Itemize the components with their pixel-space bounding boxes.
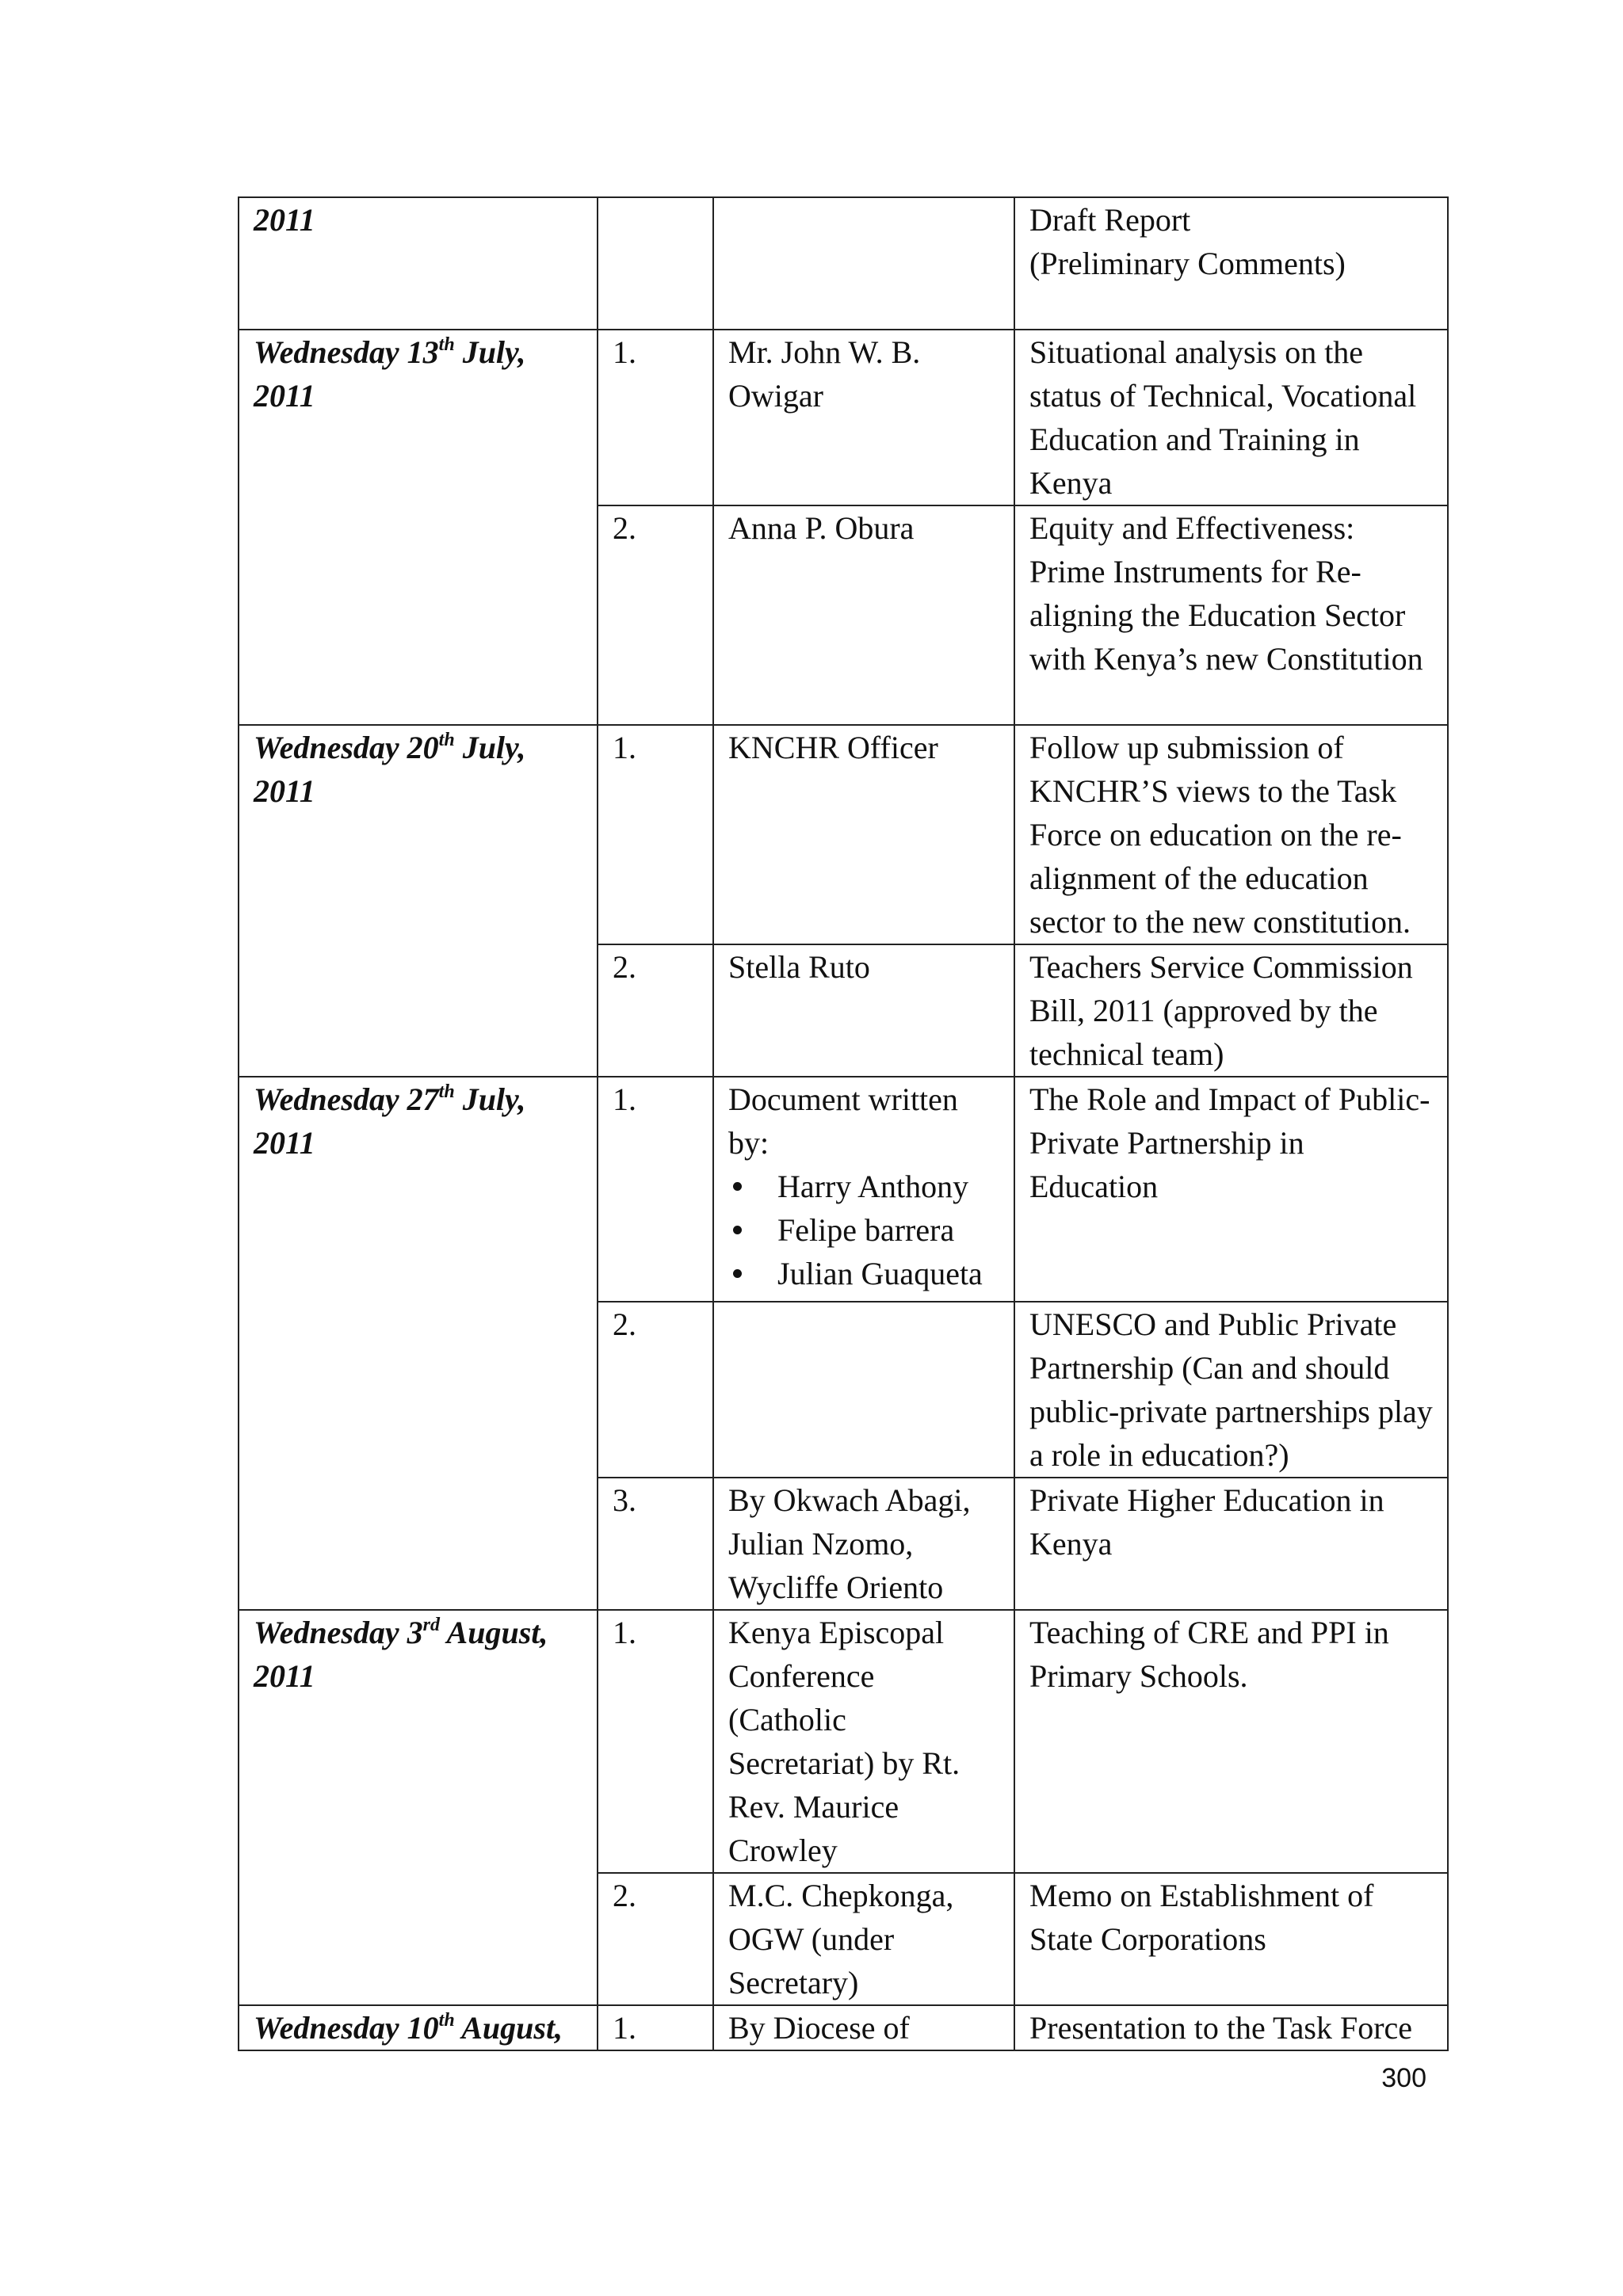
date-month: July, [454, 334, 526, 370]
number-cell: 2. [598, 944, 713, 1077]
number-cell: 1. [598, 2005, 713, 2050]
date-ordinal: th [438, 1081, 455, 1102]
number-cell: 3. [598, 1478, 713, 1610]
table-row [239, 2005, 1448, 2050]
date-weekday: Wednesday 3 [254, 1615, 423, 1650]
date-cell [239, 1077, 598, 1610]
topic-cell: Teachers Service Commission Bill, 2011 (approved by the technical team) [1014, 944, 1448, 1077]
table-row [239, 330, 1448, 505]
number-cell: 1. [598, 725, 713, 944]
date-cell [239, 2005, 598, 2050]
topic-cell: Memo on Establishment of State Corporations [1014, 1873, 1448, 2005]
date-ordinal: th [438, 729, 455, 750]
topic-cell: Teaching of CRE and PPI in Primary Schools. [1014, 1610, 1448, 1873]
date-month: July, [454, 730, 526, 765]
date-year: 2011 [254, 202, 315, 238]
presenter-cell: Stella Ruto [713, 944, 1014, 1077]
list-item: Felipe barrera [728, 1208, 999, 1252]
number-cell: 1. [598, 330, 713, 505]
presenter-heading: Document written by: [728, 1081, 958, 1161]
table-row [239, 1610, 1448, 1873]
author-list [728, 1165, 999, 1295]
date-ordinal: th [438, 2009, 455, 2031]
number-cell: 2. [598, 1873, 713, 2005]
topic-line: Draft Report [1029, 202, 1191, 238]
date-year: 2011 [254, 1125, 315, 1161]
date-weekday: Wednesday 13 [254, 334, 439, 370]
topic-cell: The Role and Impact of Public-Private Partnership in Education [1014, 1077, 1448, 1302]
presenter-cell: By Okwach Abagi, Julian Nzomo, Wycliffe Oriento [713, 1478, 1014, 1610]
number-cell: 2. [598, 505, 713, 725]
date-weekday: Wednesday 20 [254, 730, 439, 765]
presenter-cell [713, 1077, 1014, 1302]
date-cell [239, 197, 598, 330]
list-item: Julian Guaqueta [728, 1252, 999, 1295]
table-row [239, 725, 1448, 944]
date-month: August, [440, 1615, 548, 1650]
number-cell [598, 197, 713, 330]
topic-cell: Private Higher Education in Kenya [1014, 1478, 1448, 1610]
date-month: August, [454, 2010, 563, 2046]
presenter-cell: KNCHR Officer [713, 725, 1014, 944]
topic-cell: UNESCO and Public Private Partnership (Can and should public-private partnerships play a role in education?) [1014, 1302, 1448, 1478]
page-number: 300 [1381, 2063, 1426, 2093]
presenter-cell: Anna P. Obura [713, 505, 1014, 725]
topic-cell: Follow up submission of KNCHR’S views to the Task Force on education on the re-alignment of the education sector to the new constitution. [1014, 725, 1448, 944]
table-row [239, 197, 1448, 330]
topic-cell: Equity and Effectiveness: Prime Instruments for Re-aligning the Education Sector with Kenya’s new Constitution [1014, 505, 1448, 725]
date-cell [239, 330, 598, 725]
date-year: 2011 [254, 773, 315, 809]
presenter-cell [713, 197, 1014, 330]
presenter-cell: Kenya Episcopal Conference (Catholic Secretariat) by Rt. Rev. Maurice Crowley [713, 1610, 1014, 1873]
presenter-cell: Mr. John W. B. Owigar [713, 330, 1014, 505]
date-ordinal: th [438, 334, 455, 355]
topic-cell: Situational analysis on the status of Technical, Vocational Education and Training in Kenya [1014, 330, 1448, 505]
list-item: Harry Anthony [728, 1165, 999, 1208]
schedule-table [238, 196, 1449, 2051]
date-weekday: Wednesday 27 [254, 1081, 439, 1117]
number-cell: 1. [598, 1077, 713, 1302]
number-cell: 2. [598, 1302, 713, 1478]
date-weekday: Wednesday 10 [254, 2010, 439, 2046]
topic-line: (Preliminary Comments) [1029, 246, 1346, 281]
table-row [239, 1077, 1448, 1302]
date-year: 2011 [254, 1658, 315, 1694]
date-month: July, [454, 1081, 526, 1117]
topic-cell [1014, 197, 1448, 330]
presenter-cell: By Diocese of [713, 2005, 1014, 2050]
date-year: 2011 [254, 378, 315, 414]
date-ordinal: rd [422, 1614, 441, 1635]
number-cell: 1. [598, 1610, 713, 1873]
date-cell [239, 1610, 598, 2005]
topic-cell: Presentation to the Task Force [1014, 2005, 1448, 2050]
presenter-cell: M.C. Chepkonga, OGW (under Secretary) [713, 1873, 1014, 2005]
date-cell [239, 725, 598, 1077]
presenter-cell [713, 1302, 1014, 1478]
